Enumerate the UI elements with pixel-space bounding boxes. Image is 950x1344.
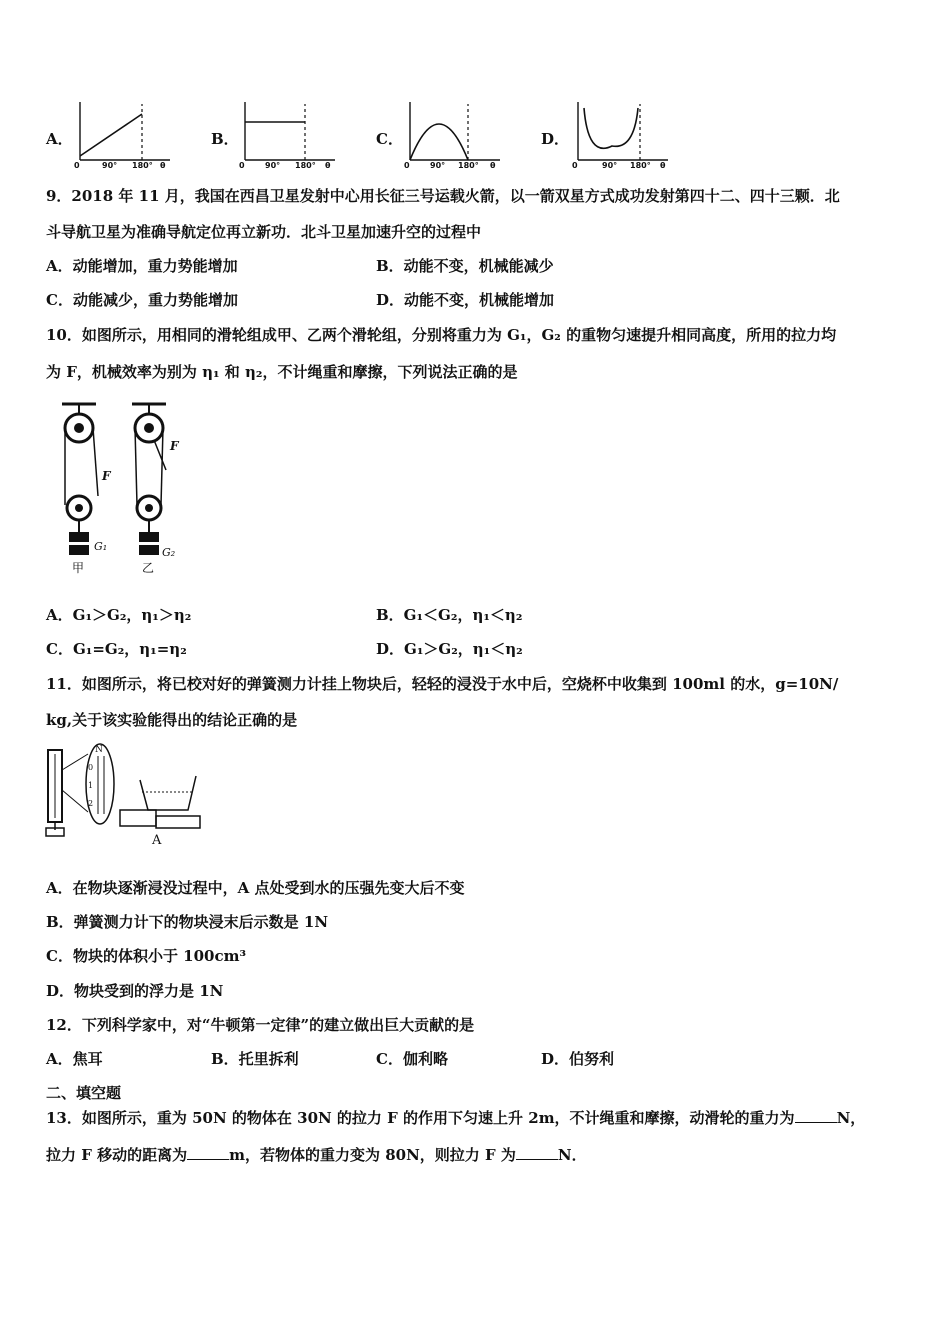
q13-line2-text-a: 拉力 F 移动的距离为 — [46, 1146, 188, 1164]
q8-graph-a — [70, 98, 180, 168]
svg-text:180°: 180° — [458, 161, 479, 170]
svg-text:θ: θ — [490, 161, 496, 170]
q9-option-b[interactable]: B．动能不变，机械能减少 — [376, 257, 554, 275]
q8-option-c-label: C． — [376, 130, 403, 148]
svg-text:180°: 180° — [295, 161, 316, 170]
q13-blank-3[interactable] — [516, 1145, 558, 1160]
q10-option-a[interactable]: A．G₁＞G₂，η₁＞η₂ — [46, 606, 192, 624]
q12-option-b[interactable]: B．托里拆利 — [211, 1050, 299, 1068]
q12-stem-line1: 12．下列科学家中，对“牛顿第一定律”的建立做出巨大贡献的是 — [46, 1016, 475, 1034]
q11-option-c[interactable]: C．物块的体积小于 100cm³ — [46, 947, 247, 965]
q8-graph-b — [235, 98, 345, 168]
svg-text:180°: 180° — [630, 161, 651, 170]
q11-option-b[interactable]: B．弹簧测力计下的物块浸末后示数是 1N — [46, 913, 329, 931]
svg-text:0: 0 — [88, 763, 94, 772]
q10-option-c[interactable]: C．G₁=G₂，η₁=η₂ — [46, 640, 187, 658]
q9-option-d[interactable]: D．动能不变，机械能增加 — [376, 291, 555, 309]
q13-line2-text-b: m，若物体的重力变为 80N，则拉力 F 为 — [229, 1146, 516, 1164]
q10-option-d[interactable]: D．G₁＞G₂，η₁＜η₂ — [376, 640, 523, 658]
svg-text:θ: θ — [160, 161, 166, 170]
q8-option-b-label: B． — [211, 130, 239, 148]
q11-stem-line2: kg,关于该实验能得出的结论正确的是 — [46, 711, 298, 729]
q9-stem-line1: 9．2018 年 11 月，我国在西昌卫星发射中心用长征三号运载火箭，以一箭双星方式成功发射第四十二、四十三颗．北 — [46, 187, 840, 205]
q11-stem-line1: 11．如图所示，将已校对好的弹簧测力计挂上物块后，轻轻的浸没于水中后，空烧杯中收集到 100ml 的水，g=10N/ — [46, 675, 839, 693]
q10-yi-label: 乙 — [142, 561, 155, 575]
svg-text:θ: θ — [325, 161, 331, 170]
q10-pulley-figure — [50, 400, 200, 580]
q8-option-a-label: A． — [46, 130, 73, 148]
q13-line1-text-a: 13．如图所示，重为 50N 的物体在 30N 的拉力 F 的作用下匀速上升 2m，不计绳重和摩擦，动滑轮的重力为 — [46, 1109, 795, 1127]
q10-G1-label: G₁ — [94, 540, 108, 553]
svg-text:90°: 90° — [602, 161, 618, 170]
svg-text:90°: 90° — [265, 161, 281, 170]
q10-stem-line1: 10．如图所示，用相同的滑轮组成甲、乙两个滑轮组，分别将重力为 G₁，G₂ 的重物匀速提升相同高度，所用的拉力均 — [46, 326, 837, 344]
q13-line1-text-b: N， — [836, 1109, 866, 1127]
q10-G2-label: G₂ — [162, 546, 176, 559]
svg-text:90°: 90° — [102, 161, 118, 170]
q9-option-a[interactable]: A．动能增加，重力势能增加 — [46, 257, 238, 275]
q10-F-label-yi: F — [170, 439, 179, 453]
q10-option-b[interactable]: B．G₁＜G₂，η₁＜η₂ — [376, 606, 523, 624]
q10-jia-label: 甲 — [72, 561, 85, 575]
q13-stem-line1 — [46, 1108, 865, 1128]
svg-text:0: 0 — [239, 161, 245, 170]
svg-text:2: 2 — [88, 799, 94, 808]
svg-text:0: 0 — [572, 161, 578, 170]
section-title-fill-in: 二、填空题 — [46, 1084, 122, 1102]
q13-line2-text-c: N． — [557, 1146, 587, 1164]
q8-option-d-label: D． — [541, 130, 570, 148]
svg-text:0: 0 — [404, 161, 410, 170]
q10-F-label-jia: F — [102, 469, 111, 483]
q10-stem-line2: 为 F，机械效率为别为 η₁ 和 η₂，不计绳重和摩擦，下列说法正确的是 — [46, 363, 518, 381]
q9-option-c[interactable]: C．动能减少，重力势能增加 — [46, 291, 238, 309]
svg-text:1: 1 — [88, 781, 94, 790]
q13-stem-line2 — [46, 1145, 587, 1165]
svg-text:180°: 180° — [132, 161, 153, 170]
q9-stem-line2: 斗导航卫星为准确导航定位再立新功．北斗卫星加速升空的过程中 — [46, 223, 482, 241]
q11-option-d[interactable]: D．物块受到的浮力是 1N — [46, 982, 224, 1000]
q13-blank-1[interactable] — [795, 1108, 837, 1123]
q12-option-a[interactable]: A．焦耳 — [46, 1050, 103, 1068]
q8-graph-d — [568, 98, 678, 168]
svg-text:θ: θ — [660, 161, 666, 170]
q8-graph-c — [400, 98, 510, 168]
svg-text:0: 0 — [74, 161, 80, 170]
q13-blank-2[interactable] — [187, 1145, 229, 1160]
q11-spring-scale-figure — [40, 740, 210, 850]
q11-option-a[interactable]: A．在物块逐渐浸没过程中，A 点处受到水的压强先变大后不变 — [46, 879, 465, 897]
q11-A-label: A — [152, 833, 162, 848]
svg-text:90°: 90° — [430, 161, 446, 170]
q11-N-label: N — [95, 745, 103, 755]
q12-option-d[interactable]: D．伯努利 — [541, 1050, 615, 1068]
q12-option-c[interactable]: C．伽利略 — [376, 1050, 448, 1068]
